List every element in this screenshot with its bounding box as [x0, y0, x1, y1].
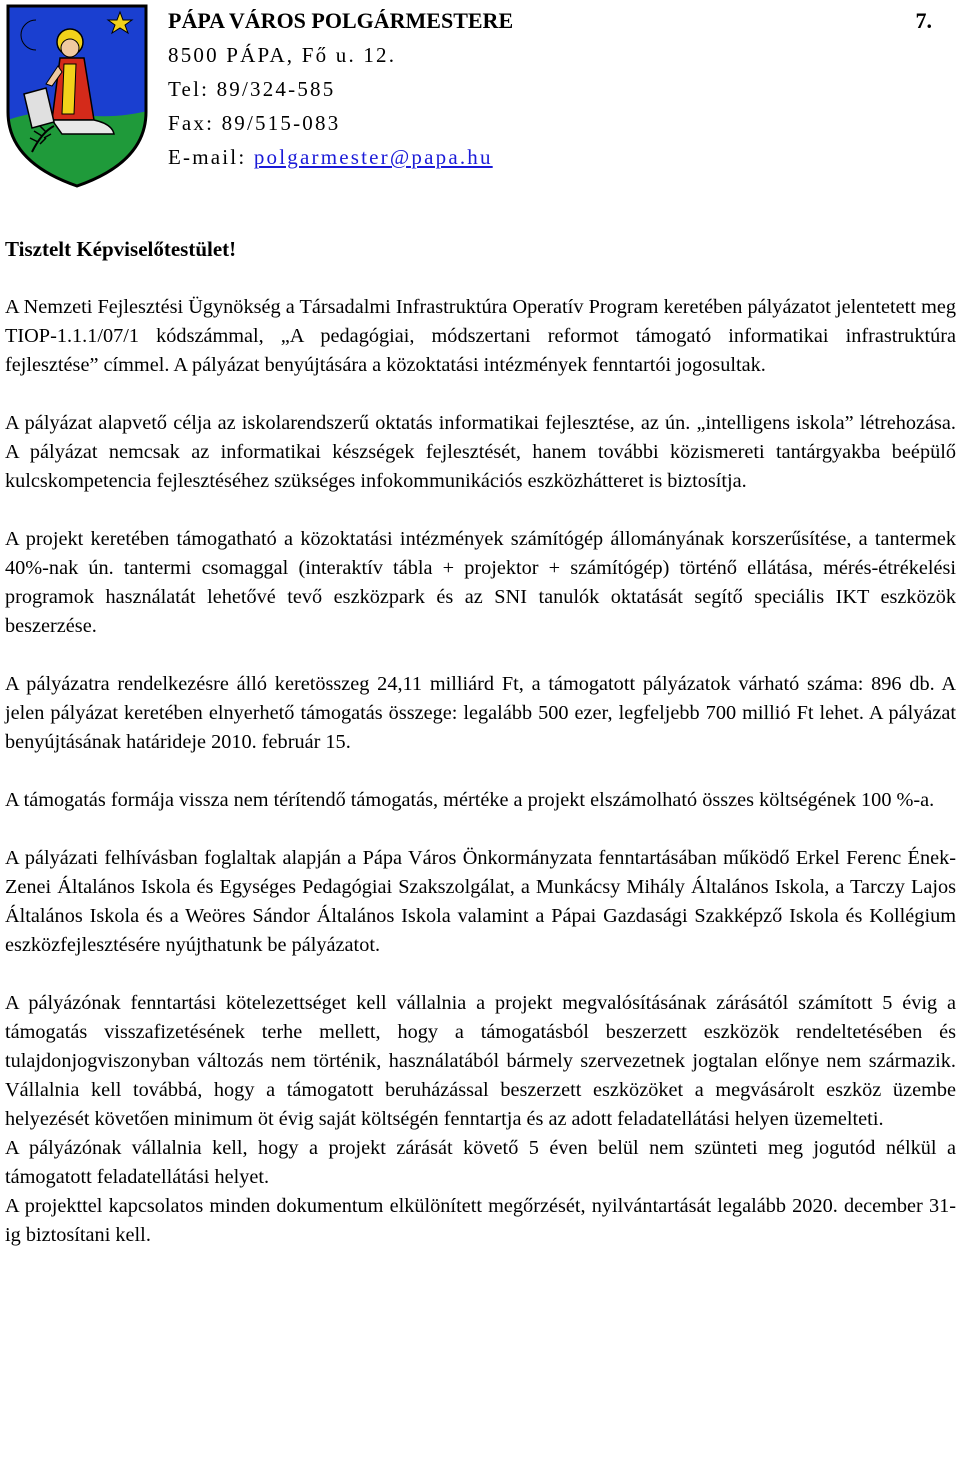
paragraph: A Nemzeti Fejlesztési Ügynökség a Társadalmi Infrastruktúra Operatív Program keretében pályázatot jelentetett meg TIOP-1.1.1/07/1 kódszámmal, „A pedagógiai, módszertani reformot támogató informatikai infrastruktúra fejlesztése” címmel. A pályázat benyújtására a közoktatási intézmények fenntartói jogosultak.	[5, 296, 956, 376]
telephone: Tel: 89/324-585	[168, 77, 336, 101]
paragraph: A pályázónak vállalnia kell, hogy a projekt zárását követő 5 éven belül nem szünteti meg jogutód nélkül a támogatott feladatellátási helyet.	[5, 1137, 956, 1188]
email-line	[168, 140, 938, 174]
address: 8500 PÁPA, Fő u. 12.	[168, 43, 397, 67]
paragraph: A pályázatra rendelkezésre álló keretösszeg 24,11 milliárd Ft, a támogatott pályázatok várható száma: 896 db. A jelen pályázat keretében elnyerhető támogatás összege: legalább 500 ezer, legfeljebb 700 millió Ft lehet. A pályázat benyújtásának határideje 2010. február 15.	[5, 673, 956, 753]
email-link[interactable]: polgarmester@papa.hu	[253, 145, 493, 169]
letterhead-title	[168, 4, 938, 38]
paragraph: A projekttel kapcsolatos minden dokumentum elkülönített megőrzését, nyilvántartását legalább 2020. december 31-ig biztosítani kell.	[5, 1195, 956, 1246]
salutation: Tisztelt Képviselőtestület!	[5, 237, 237, 261]
email-label: E-mail:	[168, 145, 254, 169]
page-number: 7.	[915, 8, 932, 33]
paragraph: A projekt keretében támogatható a közoktatási intézmények számítógép állományának korszerűsítése, a tantermek 40%-nak ún. tantermi csomaggal (interaktív tábla + projektor + számítógép) történő ellátása, mérés-étrékelési programok használatát lehetővé tevő eszközpark és az SNI tanulók oktatását segítő speciális IKT eszközök beszerzése.	[5, 528, 956, 637]
letterhead	[168, 4, 938, 174]
paragraph: A pályázat alapvető célja az iskolarendszerű oktatás informatikai fejlesztése, az ún. „intelligens iskola” létrehozása. A pályázat nemcsak az informatikai készségek fejlesztését, hanem további közismereti tantárgyakba beépülő kulcskompetencia fejlesztéséhez szükséges infokommunikációs eszközhátteret is biztosítja.	[5, 412, 956, 492]
paragraph: A pályázónak fenntartási kötelezettséget kell vállalnia a projekt megvalósításának zárásától számított 5 évig a támogatás visszafizetésének terhe mellett, hogy a támogatásból beszerzett eszközök rendeltetésében és tulajdonjogviszonyban változás nem történik, használatából bármely szervezetnek jogtalan előnye nem származik. Vállalnia kell továbbá, hogy a támogatott beruházással beszerzett eszközöket a megvásárolt eszköz üzembe helyezését követően minimum öt évig saját költségén fenntartja és az adott feladatellátási helyen üzemelteti.	[5, 992, 956, 1130]
coat-of-arms-logo	[2, 2, 152, 190]
letter-body	[5, 293, 956, 1250]
office-name: PÁPA VÁROS POLGÁRMESTERE	[168, 8, 514, 33]
paragraph: A támogatás formája vissza nem térítendő támogatás, mértéke a projekt elszámolható összes költségének 100 %-a.	[5, 789, 935, 811]
fax: Fax: 89/515-083	[168, 111, 341, 135]
paragraph: A pályázati felhívásban foglaltak alapján a Pápa Város Önkormányzata fenntartásában működő Erkel Ferenc Ének-Zenei Általános Iskola és Egységes Pedagógiai Szakszolgálat, a Munkácsy Mihály Általános Iskola, a Tarczy Lajos Általános Iskola és a Weöres Sándor Általános Iskola valamint a Pápai Gazdasági Szakképző Iskola és Kollégium eszközfejlesztésére nyújthatunk be pályázatot.	[5, 847, 956, 956]
